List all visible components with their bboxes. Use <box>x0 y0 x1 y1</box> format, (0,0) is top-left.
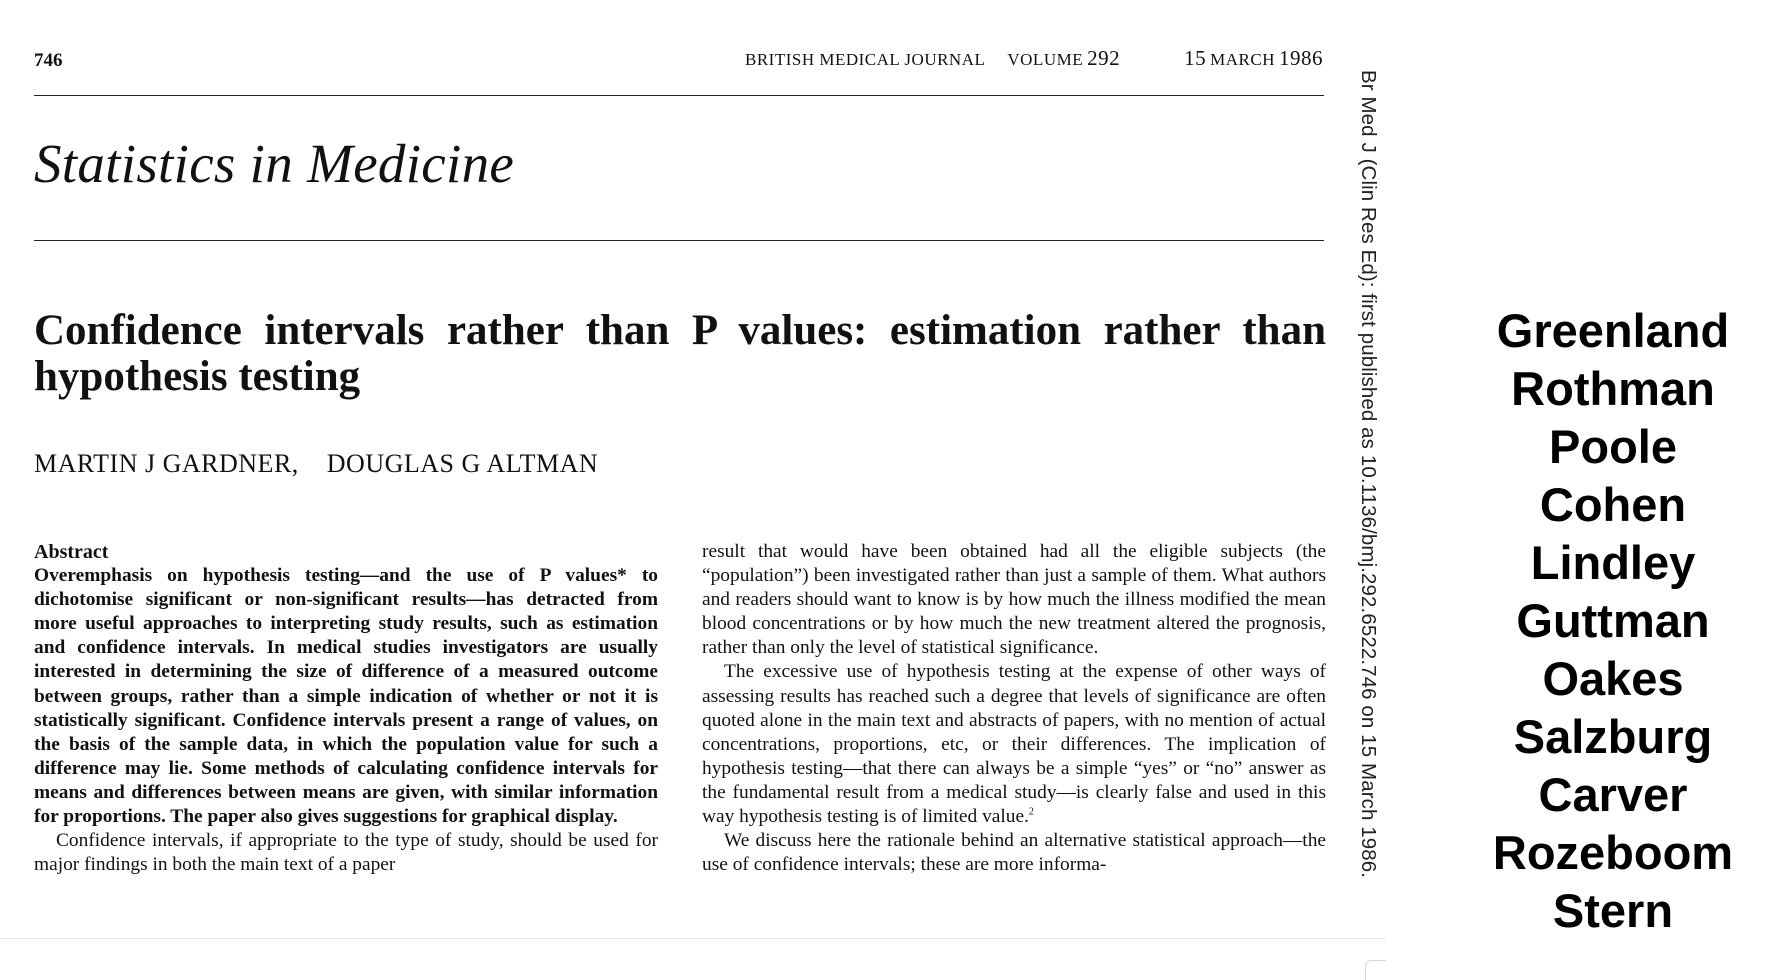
name-item: Salzburg <box>1513 710 1713 763</box>
author-2: DOUGLAS G ALTMAN <box>326 449 599 478</box>
names-list <box>1468 302 1758 940</box>
body-paragraph: We discuss here the rationale behind an alternative statistical approach—the use of confidence intervals; these are more informa- <box>702 830 1326 876</box>
issue-day: 15 <box>1184 46 1207 70</box>
article-title: Confidence intervals rather than P values: estimation rather than hypothesis testing <box>34 307 1326 400</box>
section-title: Statistics in Medicine <box>34 133 515 194</box>
body-paragraph: result that would have been obtained had all the eligible subjects (the “population”) been investigated rather than just a sample of them. What authors and readers should want to know is by how much the illness modified the mean blood concentrations or by how much the new treatment altered the prognosis, rather than only the level of statistical significance. <box>702 541 1326 659</box>
name-item: Stern <box>1552 884 1674 937</box>
journal-info <box>745 46 1120 71</box>
page-number: 746 <box>34 50 63 71</box>
page-crop-edge <box>0 938 1385 980</box>
name-item: Lindley <box>1530 536 1696 589</box>
name-item: Poole <box>1549 420 1677 473</box>
body-paragraph <box>702 660 1326 829</box>
volume-label: VOLUME <box>1007 50 1084 69</box>
citation-strip <box>1350 70 1390 940</box>
journal-name: BRITISH MEDICAL JOURNAL <box>745 50 986 69</box>
left-column <box>34 540 658 938</box>
issue-month: MARCH <box>1210 50 1275 69</box>
right-column <box>702 540 1326 936</box>
reference-marker: 2 <box>1028 806 1034 818</box>
body-paragraph: Confidence intervals, if appropriate to the type of study, should be used for major findings in both the main text of a paper <box>34 830 658 876</box>
page-corner <box>1365 960 1386 980</box>
header-divider <box>34 95 1324 96</box>
volume <box>1007 46 1120 71</box>
name-item: Rozeboom <box>1492 826 1734 879</box>
name-item: Rothman <box>1511 362 1715 415</box>
name-item: Greenland <box>1496 304 1730 357</box>
name-item: Oakes <box>1542 652 1684 705</box>
author-1: MARTIN J GARDNER, <box>34 449 299 478</box>
abstract-text: Overemphasis on hypothesis testing—and the use of P values* to dichotomise significant or non-significant results—has detracted from more useful approaches to interpreting study results, such as estimation and confidence intervals. In medical studies investigators are usually interested in determining the size of difference of a measured outcome between groups, rather than a simple indication of whether or not it is statistically significant. Confidence intervals present a range of values, on the basis of the sample data, in which the population value for such a difference may lie. Some methods of calculating confidence intervals for means and differences between means are given, with similar information for proportions. The paper also gives suggestions for graphical display. <box>34 565 658 828</box>
name-item: Cohen <box>1539 478 1687 531</box>
author-list <box>34 449 598 479</box>
paragraph-text: The excessive use of hypothesis testing at the expense of other ways of assessing results has reached such a degree that levels of significance are often quoted alone in the main text and abstracts of papers, with no mention of actual concentrations, proportions, etc, or their differences. The implication of hypothesis testing—that there can always be a simple “yes” or “no” answer as the fundamental result from a medical study—is clearly false and used in this way hypothesis testing is of limited value. <box>702 661 1326 828</box>
name-item: Guttman <box>1516 594 1710 647</box>
abstract-heading: Abstract <box>34 541 109 563</box>
section-divider <box>34 240 1324 241</box>
name-item: Carver <box>1538 768 1688 821</box>
citation-text: Br Med J (Clin Res Ed): first published as 10.1136/bmj.292.6522.746 on 15 March 1986. <box>1357 70 1380 879</box>
volume-number: 292 <box>1087 46 1121 70</box>
issue-year: 1986 <box>1279 46 1323 70</box>
issue-date <box>1184 46 1323 71</box>
journal-header <box>745 46 1323 71</box>
